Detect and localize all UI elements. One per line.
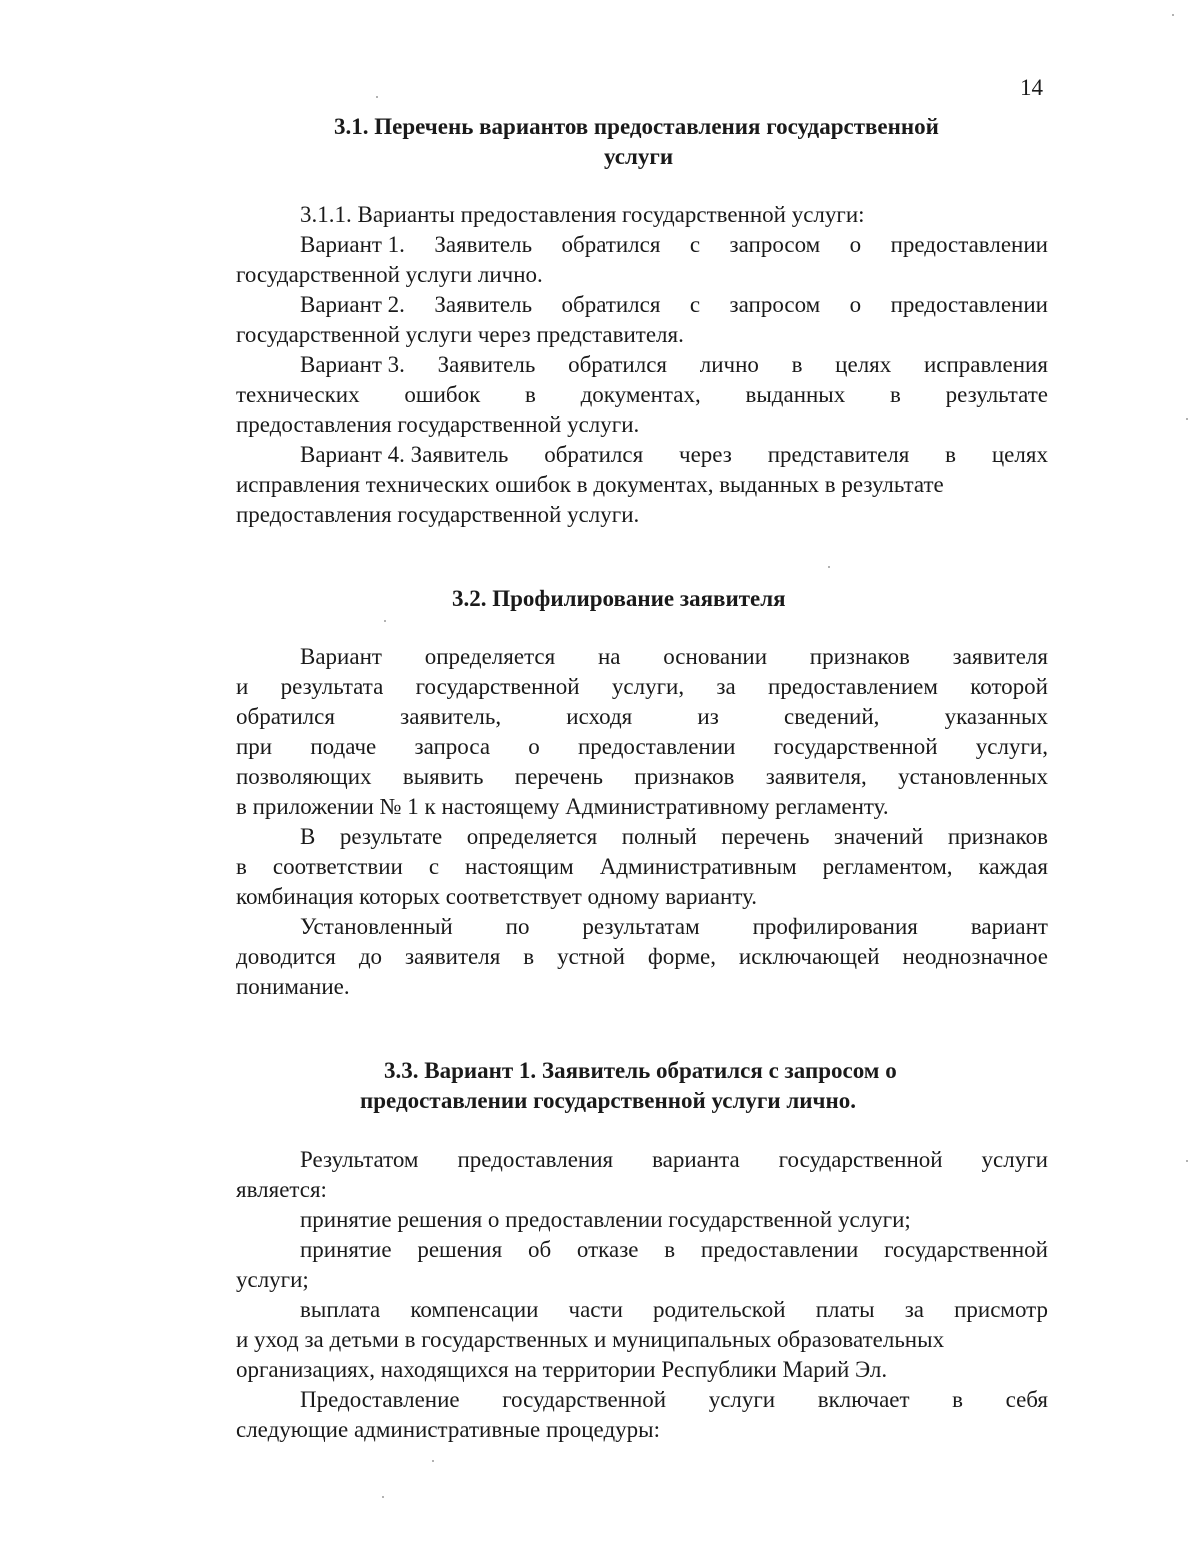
word: государственной	[502, 1387, 667, 1412]
word: услуги,	[611, 674, 685, 699]
word: исходя	[566, 704, 633, 729]
profiling-p1-line4	[236, 732, 1048, 762]
word: государственной	[773, 734, 938, 759]
word: услуги,	[975, 734, 1048, 759]
word: В	[300, 824, 316, 849]
word: Вариант 2.	[300, 292, 405, 317]
word: Заявитель	[434, 292, 533, 317]
profiling-p3-line3: понимание.	[236, 974, 350, 999]
variant-4-line2: исправления технических ошибок в документах, выданных в результате	[236, 472, 944, 497]
word: в	[523, 944, 535, 969]
word: заявителя	[952, 644, 1048, 669]
variant-3-line1	[236, 350, 1048, 380]
word: исключающей	[738, 944, 880, 969]
word: обратился	[236, 704, 335, 729]
word: выданных	[745, 382, 846, 407]
word: целях	[991, 442, 1048, 467]
word: через	[679, 442, 732, 467]
word: предоставлении	[578, 734, 736, 759]
scan-speck	[1186, 418, 1188, 420]
profiling-p2-line2	[236, 852, 1048, 882]
section-3-3-heading-line2: предоставлении государственной услуги лично.	[360, 1088, 856, 1113]
word: предоставлением	[768, 674, 938, 699]
word: включает	[817, 1387, 910, 1412]
result-item-refusal-line1	[236, 1235, 1048, 1265]
word: родительской	[652, 1297, 786, 1322]
word: вариант	[970, 914, 1048, 939]
profiling-p1-line1	[236, 642, 1048, 672]
profiling-p2-line3: комбинация которых соответствует одному варианту.	[236, 884, 758, 909]
word: государственной	[415, 674, 580, 699]
section-3-3-body	[236, 1145, 1048, 1445]
word: с	[428, 854, 440, 879]
word: до	[358, 944, 383, 969]
word: каждая	[978, 854, 1048, 879]
word: в	[890, 382, 901, 407]
variant-1-line1	[236, 230, 1048, 260]
word: запросом	[729, 292, 821, 317]
profiling-p3-line1	[236, 912, 1048, 942]
profiling-p1-line2	[236, 672, 1048, 702]
variant-1-line2: государственной услуги лично.	[236, 262, 543, 287]
profiling-p1-line3	[236, 702, 1048, 732]
word: настоящим	[465, 854, 574, 879]
word: с	[689, 232, 701, 257]
word: перечень	[514, 764, 603, 789]
word: соответствии	[272, 854, 403, 879]
word: предоставления	[457, 1147, 614, 1172]
word: услуги	[981, 1147, 1048, 1172]
word: запроса	[414, 734, 491, 759]
page-number: 14	[1020, 75, 1043, 100]
scan-speck	[382, 1496, 384, 1498]
procedures-intro-line2: следующие административные процедуры:	[236, 1417, 661, 1442]
variant-4-line1	[236, 440, 1048, 470]
word: подаче	[310, 734, 377, 759]
word: обратился	[568, 352, 668, 377]
word: значений	[833, 824, 924, 849]
word: Результатом	[300, 1147, 419, 1172]
variants-intro: 3.1.1. Варианты предоставления государственной услуги:	[300, 202, 865, 227]
word: по	[505, 914, 530, 939]
result-intro-line1	[236, 1145, 1048, 1175]
section-3-1-heading-line1: 3.1. Перечень вариантов предоставления государственной	[334, 114, 939, 139]
section-3-2-body	[236, 642, 1048, 1002]
word: государственной	[778, 1147, 943, 1172]
word: обратился	[561, 232, 661, 257]
word: признаков	[634, 764, 735, 789]
scan-speck	[1186, 1160, 1188, 1162]
word: части	[568, 1297, 623, 1322]
word: основании	[663, 644, 768, 669]
word: предоставлении	[890, 232, 1048, 257]
word: варианта	[652, 1147, 740, 1172]
word: Вариант 4. Заявитель	[300, 442, 509, 467]
scan-speck	[1172, 14, 1174, 16]
section-3-2-heading: 3.2. Профилирование заявителя	[452, 586, 786, 611]
word: с	[689, 292, 701, 317]
variant-3-line3: предоставления государственной услуги.	[236, 412, 640, 437]
word: о	[849, 232, 862, 257]
word: предоставлении	[890, 292, 1048, 317]
word: указанных	[944, 704, 1048, 729]
word: о	[849, 292, 862, 317]
word: определяется	[466, 824, 598, 849]
word: в	[791, 352, 803, 377]
word: об	[527, 1237, 552, 1262]
word: результата	[280, 674, 384, 699]
word: о	[528, 734, 540, 759]
word: сведений,	[783, 704, 880, 729]
result-item-payment-line3: организациях, находящихся на территории Республики Марий Эл.	[236, 1357, 888, 1382]
result-intro-line2: является:	[236, 1177, 327, 1202]
word: ошибок	[404, 382, 481, 407]
word: в	[945, 442, 957, 467]
word: регламентом,	[822, 854, 953, 879]
word: представителя	[767, 442, 910, 467]
result-item-payment-line1	[236, 1295, 1048, 1325]
word: из	[697, 704, 719, 729]
word: предоставлении	[700, 1237, 859, 1262]
word: Вариант 1.	[300, 232, 405, 257]
word: исправления	[923, 352, 1048, 377]
word: результатам	[582, 914, 700, 939]
word: услуги	[708, 1387, 776, 1412]
word: отказе	[576, 1237, 639, 1262]
word: при	[236, 734, 273, 759]
word: в	[664, 1237, 676, 1262]
word: решения	[417, 1237, 503, 1262]
word: на	[597, 644, 621, 669]
word: Вариант 3.	[300, 352, 405, 377]
word: в	[952, 1387, 964, 1412]
word: и	[236, 674, 249, 699]
word: платы	[815, 1297, 875, 1322]
word: заявителя,	[765, 764, 867, 789]
profiling-p1-line5	[236, 762, 1048, 792]
section-3-1-heading-line2: услуги	[604, 144, 674, 169]
word: доводится	[236, 944, 336, 969]
word: профилирования	[752, 914, 918, 939]
word: выявить	[402, 764, 484, 789]
result-item-refusal-line2: услуги;	[236, 1267, 309, 1292]
word: которой	[970, 674, 1048, 699]
profiling-p2-line1	[236, 822, 1048, 852]
result-item-grant: принятие решения о предоставлении государственной услуги;	[300, 1207, 911, 1232]
section-3-1-body	[236, 200, 1048, 530]
word: Предоставление	[300, 1387, 460, 1412]
profiling-p1-line6: в приложении № 1 к настоящему Административному регламенту.	[236, 794, 889, 819]
word: Заявитель	[434, 232, 533, 257]
word: заявитель,	[400, 704, 502, 729]
result-item-payment-line2: и уход за детьми в государственных и муниципальных образовательных	[236, 1327, 945, 1352]
variant-2-line2: государственной услуги через представителя.	[236, 322, 684, 347]
word: устной	[557, 944, 625, 969]
word: обратился	[561, 292, 661, 317]
word: неоднозначное	[902, 944, 1048, 969]
scan-speck	[376, 96, 378, 98]
scan-speck	[432, 1460, 434, 1462]
word: целях	[835, 352, 892, 377]
word: в	[525, 382, 536, 407]
word: компенсации	[410, 1297, 539, 1322]
word: заявителя	[404, 944, 501, 969]
word: принятие	[300, 1237, 392, 1262]
word: результате	[339, 824, 443, 849]
profiling-p3-line2	[236, 942, 1048, 972]
word: Заявитель	[437, 352, 536, 377]
word: государственной	[884, 1237, 1048, 1262]
word: лично	[699, 352, 759, 377]
word: обратился	[544, 442, 644, 467]
scan-speck	[384, 620, 386, 622]
word: за	[716, 674, 736, 699]
word: Установленный	[300, 914, 453, 939]
variant-2-line1	[236, 290, 1048, 320]
scan-speck	[828, 566, 830, 568]
word: полный	[621, 824, 697, 849]
word: запросом	[729, 232, 821, 257]
word: признаков	[809, 644, 910, 669]
word: присмотр	[954, 1297, 1048, 1322]
word: форме,	[647, 944, 716, 969]
word: перечень	[721, 824, 810, 849]
word: выплата	[300, 1297, 381, 1322]
word: результате	[945, 382, 1048, 407]
word: документах,	[580, 382, 701, 407]
word: признаков	[947, 824, 1048, 849]
word: Административным	[599, 854, 797, 879]
procedures-intro-line1	[236, 1385, 1048, 1415]
variant-4-line3: предоставления государственной услуги.	[236, 502, 640, 527]
word: в	[236, 854, 247, 879]
variant-3-line2	[236, 380, 1048, 410]
word: себя	[1005, 1387, 1048, 1412]
word: Вариант	[300, 644, 382, 669]
word: установленных	[898, 764, 1048, 789]
word: позволяющих	[236, 764, 372, 789]
word: технических	[236, 382, 360, 407]
word: за	[904, 1297, 924, 1322]
section-3-3-heading-line1: 3.3. Вариант 1. Заявитель обратился с запросом о	[384, 1058, 897, 1083]
word: определяется	[424, 644, 556, 669]
